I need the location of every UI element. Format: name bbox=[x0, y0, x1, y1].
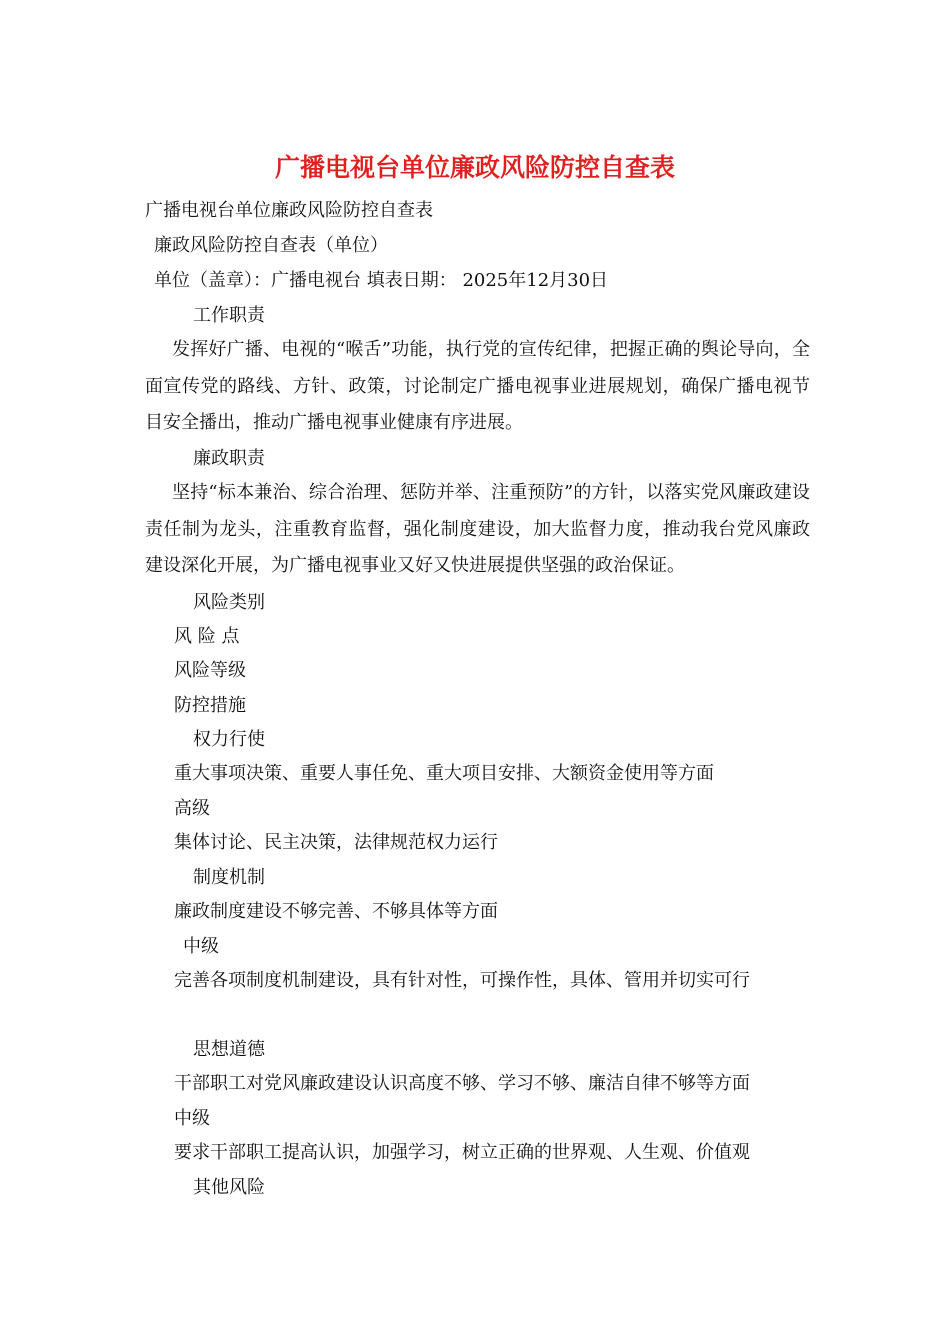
risk-category: 制度机制 bbox=[193, 867, 265, 888]
risk-level: 中级 bbox=[174, 1108, 210, 1129]
header-risk-category: 风险类别 bbox=[193, 592, 265, 613]
risk-category: 权力行使 bbox=[193, 729, 265, 750]
header-control-measure: 防控措施 bbox=[174, 695, 246, 716]
integrity-duty-text: 坚持“标本兼治、综合治理、惩防并举、注重预防”的方针，以落实党风廉政建设责任制为龙头，注重教育监督，强化制度建设，加大监督力度，推动我台党风廉政建设深化开展，为广播电视事业又好又快进展提供坚强的政治保证。 bbox=[145, 482, 810, 576]
integrity-duty-heading: 廉政职责 bbox=[193, 448, 265, 469]
header-risk-level: 风险等级 bbox=[174, 660, 246, 681]
risk-measure: 集体讨论、民主决策，法律规范权力运行 bbox=[174, 832, 498, 853]
risk-level: 中级 bbox=[183, 936, 219, 957]
document-subtitle: 广播电视台单位廉政风险防控自查表 bbox=[145, 200, 433, 221]
risk-measure: 要求干部职工提高认识，加强学习，树立正确的世界观、人生观、价值观 bbox=[174, 1142, 750, 1163]
document-title: 广播电视台单位廉政风险防控自查表 bbox=[274, 153, 675, 182]
form-name: 廉政风险防控自查表（单位） bbox=[154, 235, 388, 256]
risk-category: 思想道德 bbox=[193, 1039, 265, 1060]
risk-point: 廉政制度建设不够完善、不够具体等方面 bbox=[174, 901, 498, 922]
work-duty-heading: 工作职责 bbox=[193, 305, 265, 326]
header-risk-point: 风 险 点 bbox=[174, 626, 240, 647]
risk-category: 其他风险 bbox=[193, 1177, 265, 1198]
risk-point: 干部职工对党风廉政建设认识高度不够、学习不够、廉洁自律不够等方面 bbox=[174, 1073, 750, 1094]
unit-date-line: 单位（盖章）：广播电视台 填表日期： 2025年12月30日 bbox=[154, 270, 609, 291]
risk-measure: 完善各项制度机制建设，具有针对性，可操作性，具体、管用并切实可行 bbox=[174, 970, 750, 991]
risk-point: 重大事项决策、重要人事任免、重大项目安排、大额资金使用等方面 bbox=[174, 763, 714, 784]
work-duty-text: 发挥好广播、电视的“喉舌”功能，执行党的宣传纪律，把握正确的舆论导向，全面宣传党的路线、方针、政策，讨论制定广播电视事业进展规划，确保广播电视节目安全播出，推动广播电视事业健康有序进展。 bbox=[145, 339, 810, 433]
risk-level: 高级 bbox=[174, 798, 210, 819]
